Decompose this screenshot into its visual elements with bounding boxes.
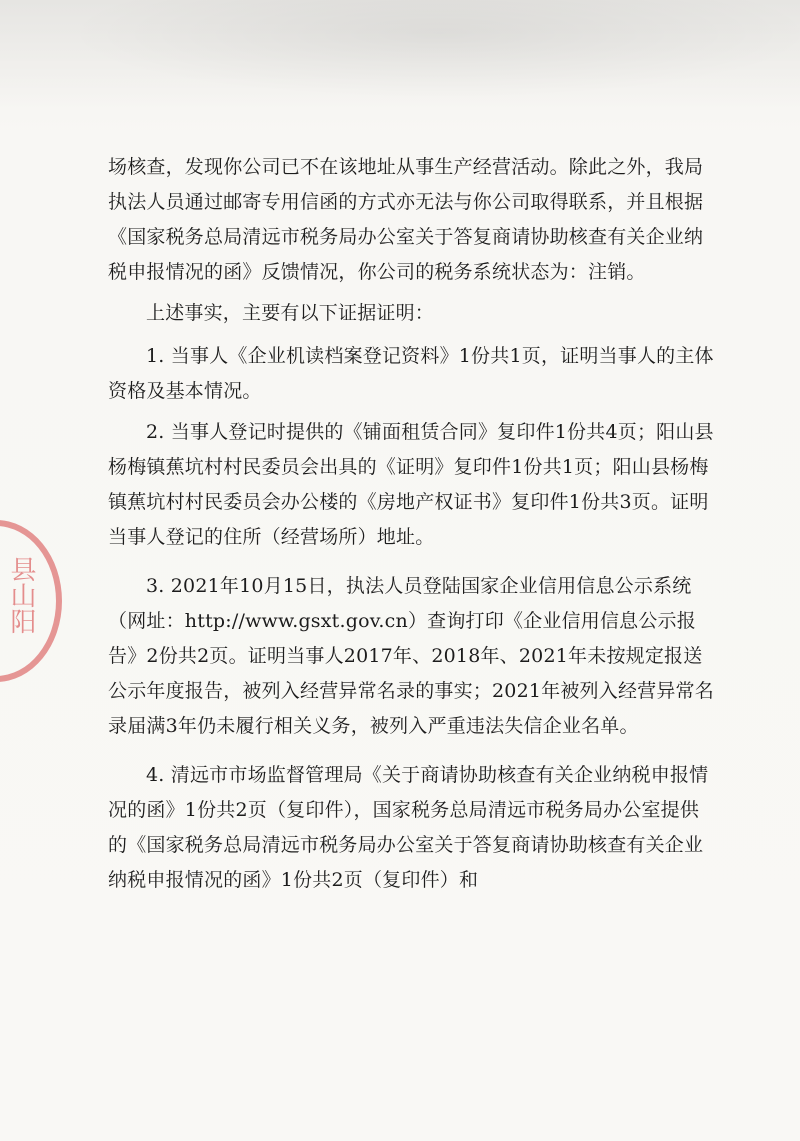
paragraph-continued: 场核查，发现你公司已不在该地址从事生产经营活动。除此之外，我局执法人员通过邮寄专用信函的方式亦无法与你公司取得联系，并且根据《国家税务总局清远市税务局办公室关于答复商请协助核查有关企业纳税申报情况的函》反馈情况，你公司的税务系统状态为：注销。 bbox=[108, 156, 704, 283]
evidence-item-1: 1. 当事人《企业机读档案登记资料》1份共1页，证明当事人的主体资格及基本情况。 bbox=[108, 345, 714, 402]
seal-text: 县山阳 bbox=[6, 556, 36, 634]
evidence-item-2: 2. 当事人登记时提供的《铺面租赁合同》复印件1份共4页；阳山县杨梅镇蕉坑村村民委员会出具的《证明》复印件1份共1页；阳山县杨梅镇蕉坑村村民委员会办公楼的《房地产权证书》复印件1份共3页。证明当事人登记的住所（经营场所）地址。 bbox=[108, 421, 714, 548]
evidence-item-3: 3. 2021年10月15日，执法人员登陆国家企业信用信息公示系统（网址：http://www.gsxt.gov.cn）查询打印《企业信用信息公示报告》2份共2页。证明当事人2017年、2018年、2021年未按规定报送公示年度报告，被列入经营异常名录的事实；2021年被列入经营异常名录届满3年仍未履行相关义务，被列入严重违法失信企业名单。 bbox=[108, 575, 714, 737]
evidence-item-4: 4. 清远市市场监督管理局《关于商请协助核查有关企业纳税申报情况的函》1份共2页（复印件），国家税务总局清远市税务局办公室提供的《国家税务总局清远市税务局办公室关于答复商请协助核查有关企业纳税申报情况的函》1份共2页（复印件）和 bbox=[108, 764, 709, 891]
evidence-intro: 上述事实，主要有以下证据证明： bbox=[146, 302, 435, 324]
scan-bleed-through bbox=[0, 0, 800, 110]
document-body bbox=[108, 150, 714, 904]
